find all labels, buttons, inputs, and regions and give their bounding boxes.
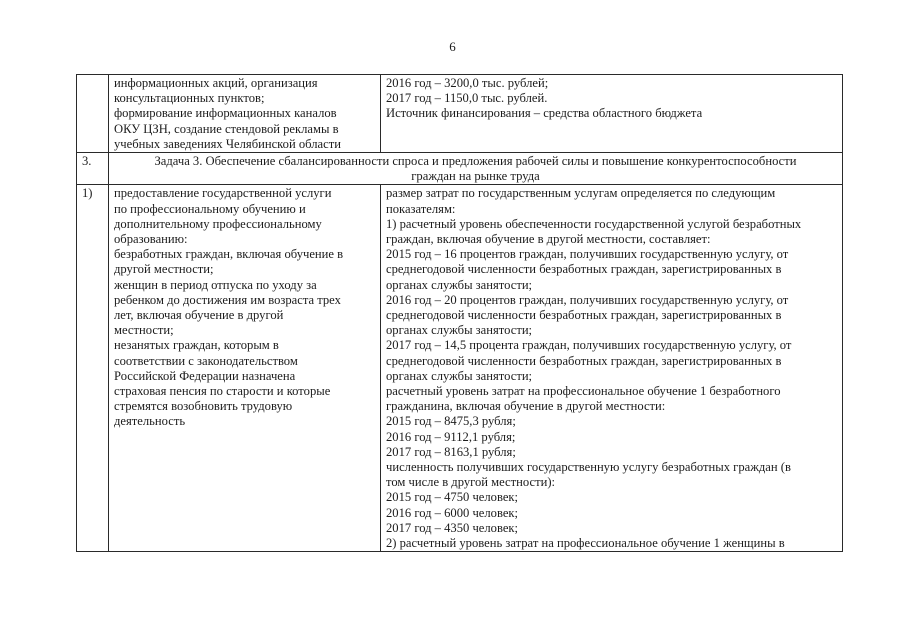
indicator-text-line: органах службы занятости; — [386, 323, 533, 338]
indicator-text-line: 2016 год – 20 процентов граждан, получивших государственную услугу, от — [386, 292, 789, 307]
measure-text-line: информационных акций, организация — [114, 76, 318, 90]
indicator-text-line: 1) расчетный уровень обеспеченности государственной услугой безработных — [386, 216, 802, 231]
service-text-line: образованию: — [114, 232, 188, 247]
indicator-text-line: показателям: — [386, 201, 456, 216]
funding-text-line: 2016 год – 3200,0 тыс. рублей; — [386, 76, 549, 90]
indicator-text-line: органах службы занятости; — [386, 368, 533, 383]
service-text-line: ребенком до достижения им возраста трех — [114, 292, 341, 307]
task-number-cell: 3. — [77, 153, 109, 185]
measure-text-line: учебных заведениях Челябинской области — [114, 136, 341, 151]
service-text-line: лет, включая обучение в другой — [114, 308, 284, 323]
measure-text-line: ОКУ ЦЗН, создание стендовой рекламы в — [114, 121, 339, 136]
indicator-text-line: среднегодовой численности безработных граждан, зарегистрированных в — [386, 308, 782, 323]
indicator-text-line: расчетный уровень затрат на профессиональное обучение 1 безработного — [386, 384, 781, 399]
task-title-line: граждан на рынке труда — [411, 169, 540, 184]
row-number-cell — [77, 75, 109, 153]
service-text-line: другой местности; — [114, 262, 214, 277]
indicator-text-line: среднегодовой численности безработных граждан, зарегистрированных в — [386, 262, 782, 277]
service-description-cell — [109, 185, 381, 552]
indicator-text-line: 2017 год – 4350 человек; — [386, 520, 519, 535]
program-table — [76, 74, 843, 552]
service-text-line: безработных граждан, включая обучение в — [114, 247, 344, 262]
funding-text-line: Источник финансирования – средства областного бюджета — [386, 106, 703, 121]
indicator-text-line: 2016 год – 9112,1 рубля; — [386, 429, 516, 444]
cost-indicators-cell — [381, 185, 843, 552]
indicator-text-line: 2017 год – 14,5 процента граждан, получивших государственную услугу, от — [386, 338, 792, 353]
indicator-text-line: 2) расчетный уровень затрат на профессиональное обучение 1 женщины в — [386, 536, 785, 551]
indicator-text-line: 2015 год – 16 процентов граждан, получивших государственную услугу, от — [386, 247, 789, 262]
service-text-line: женщин в период отпуска по уходу за — [114, 277, 317, 292]
indicator-text-line: размер затрат по государственным услугам определяется по следующим — [386, 186, 776, 201]
table-row — [77, 75, 843, 153]
service-text-line: предоставление государственной услуги — [114, 186, 332, 201]
indicator-text-line: среднегодовой численности безработных граждан, зарегистрированных в — [386, 353, 782, 368]
indicator-text-line: том числе в другой местности): — [386, 475, 556, 490]
indicator-text-line: 2015 год – 4750 человек; — [386, 490, 519, 505]
service-text-line: стремятся возобновить трудовую — [114, 399, 293, 414]
service-text-line: соответствии с законодательством — [114, 353, 298, 368]
service-text-line: по профессиональному обучению и — [114, 201, 306, 216]
measure-text-line: консультационных пунктов; — [114, 91, 265, 106]
measure-text-line: формирование информационных каналов — [114, 106, 337, 121]
service-text-line: незанятых граждан, которым в — [114, 338, 279, 353]
service-text-line: деятельность — [114, 414, 186, 429]
measure-cell — [109, 75, 381, 153]
task-row — [77, 153, 843, 185]
task-title-line: Задача 3. Обеспечение сбалансированности спроса и предложения рабочей силы и повышение конкурентоспособности — [154, 154, 797, 169]
indicator-text-line: 2017 год – 8163,1 рубля; — [386, 444, 516, 459]
funding-cell — [381, 75, 843, 153]
page-number: 6 — [449, 39, 456, 54]
indicator-text-line: 2016 год – 6000 человек; — [386, 505, 519, 520]
service-text-line: Российской Федерации назначена — [114, 368, 296, 383]
indicator-text-line: гражданина, включая обучение в другой местности: — [386, 399, 666, 414]
service-text-line: дополнительному профессиональному — [114, 216, 322, 231]
funding-text-line: 2017 год – 1150,0 тыс. рублей. — [386, 91, 548, 106]
item-number-cell: 1) — [77, 185, 109, 552]
task-title-cell — [109, 153, 843, 185]
indicator-text-line: органах службы занятости; — [386, 277, 533, 292]
service-text-line: местности; — [114, 323, 174, 338]
indicator-text-line: граждан, включая обучение в другой местности, составляет: — [386, 232, 711, 247]
indicator-text-line: 2015 год – 8475,3 рубля; — [386, 414, 516, 429]
table-row — [77, 185, 843, 552]
service-text-line: страховая пенсия по старости и которые — [114, 384, 331, 399]
indicator-text-line: численность получивших государственную услугу безработных граждан (в — [386, 460, 791, 475]
